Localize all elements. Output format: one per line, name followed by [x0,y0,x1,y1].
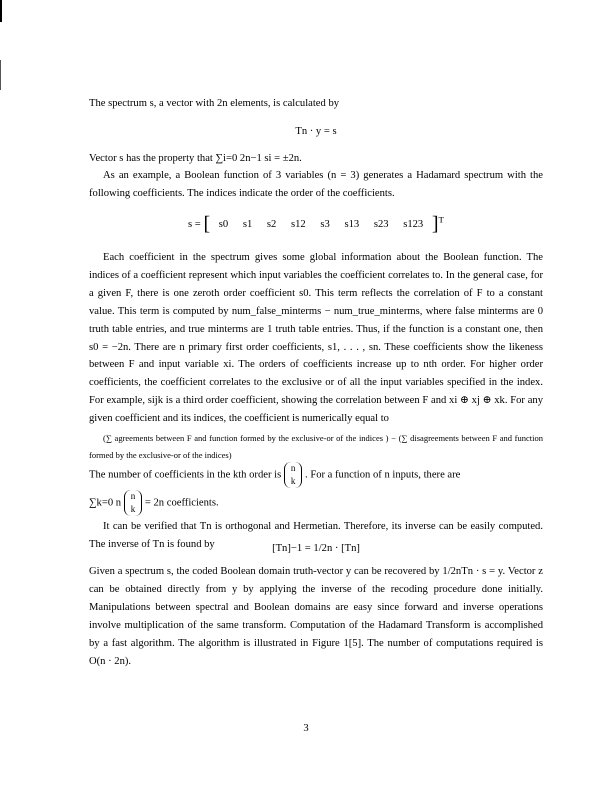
final-paragraph: Given a spectrum s, the coded Boolean domain truth-vector y can be recovered by 1/2nTn · s = y. Vector z can be obtained directly from y by applying the inverse of the recoding procedure done initially. Manipulations between spectral and Boolean domains are easy since forward and inverse operations involve multiplication of the same transform. Computation of the Hadamard Transform is accomplished by a fast algorithm. The algorithm is illustrated in Figure 1[5]. The number of computations required is O(n · 2n). [89,566,543,667]
property-sentence: Vector s has the property that ∑i=0 2n−1 si = ±2n. [89,153,302,164]
equation-inverse: [Tn]−1 = 1/2n · [Tn] [272,543,360,554]
binomial-sum: n k [124,490,143,516]
agreement-formula: (∑ agreements between F and function formed by the exclusive-or of the indices ) − (∑ disagreements between F and function formed by the exclusive-or of the indices) [89,433,543,460]
binomial-kth: n k [284,462,303,488]
transpose-sup: T [438,214,444,225]
example-paragraph: As an example, a Boolean function of 3 variables (n = 3) generates a Hadamard spectrum with the following coefficients. The indices indicate the order of the coefficients. [89,170,543,199]
vector-item: s2 [266,218,277,230]
vector-item: s1 [242,218,253,230]
vector-item: s23 [373,218,389,230]
vector-item: s0 [218,218,229,230]
vector-item: s12 [291,218,306,230]
right-bracket: ] [431,213,439,235]
margin-tick [0,60,1,90]
sum-rhs: = 2n coefficients. [144,497,219,509]
kth-text-b: . For a function of n inputs, there are [305,469,461,481]
spectrum-vector [89,213,543,236]
vector-lhs: s = [188,218,201,230]
orthogonal-paragraph: It can be verified that Tn is orthogonal and Hermetian. Therefore, its inverse can be easily computed. The inverse of Tn is found by [89,521,543,550]
vector-item: s123 [403,218,424,230]
main-paragraph: Each coefficient in the spectrum gives some global information about the Boolean function. The indices of a coefficient represent which input variables the coefficient correlates to. In the general case, for a given F, there is one zeroth order coefficient s0. This term reflects the correlation of F to a constant value. This term is computed by num_false_minterms − num_true_minterms, where false minterms are 0 truth table entries, and true minterms are 1 truth table entries. Thus, if the function is a constant one, then s0 = −2n. There are n primary first order coefficients, s1, . . . , sn. These coefficients show the likeness between F and input variable xi. The orders of coefficients increase up to nth order. For higher order coefficients, the coefficient correlates to the exclusive or of all the input variables specified in the index. For example, sijk is a third order coefficient, showing the correlation between F and xi ⊕ xj ⊕ xk. For any given coefficient and its indices, the coefficient is numerically equal to [89,252,543,425]
left-bracket: [ [203,213,211,235]
kth-order-line [89,462,543,488]
vector-item: s3 [320,218,330,230]
intro-sentence: The spectrum s, a vector with 2n elements, is calculated by [89,98,340,109]
margin-mark [0,0,2,22]
kth-text-a: The number of coefficients in the kth order is [89,469,282,481]
sum-line [89,490,543,516]
sum-lhs: ∑k=0 n [89,497,122,509]
equation-transform: Tn · y = s [295,126,337,137]
page-number: 3 [303,723,309,734]
vector-item: s13 [344,218,360,230]
